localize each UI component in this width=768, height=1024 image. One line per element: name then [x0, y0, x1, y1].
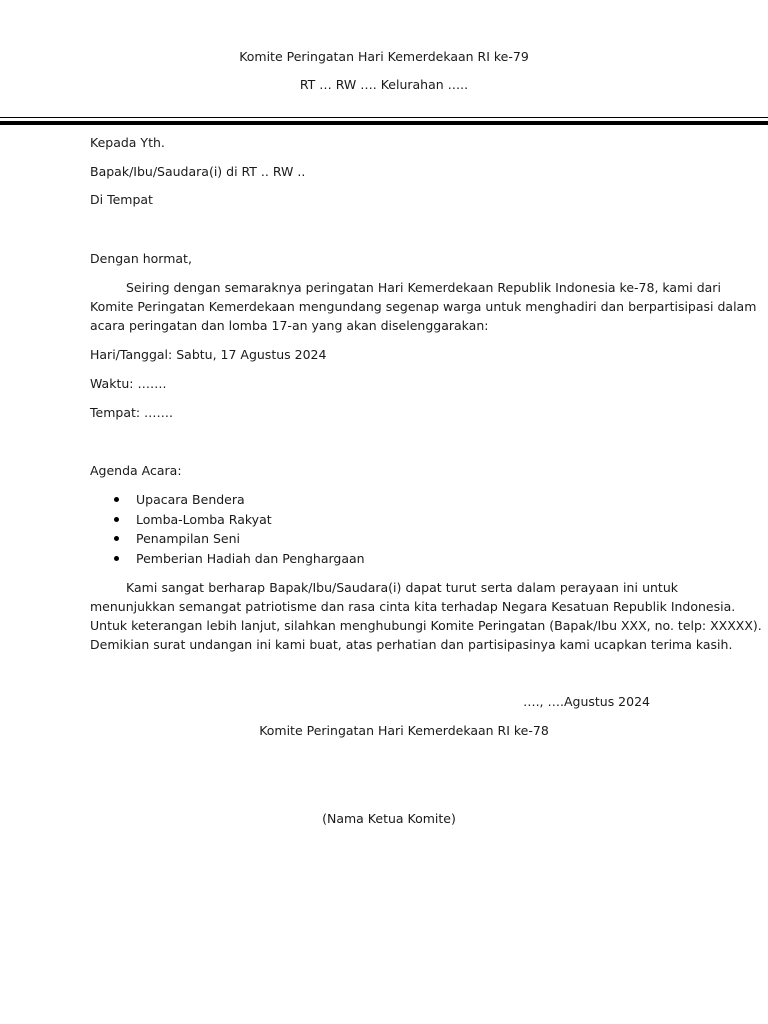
agenda-item-label: Penampilan Seni — [136, 531, 240, 546]
closing-line-4: Demikian surat undangan ini kami buat, atas perhatian dan partisipasinya kami ucapkan terima kasih. — [90, 637, 733, 652]
intro-line-1: Seiring dengan semaraknya peringatan Hari Kemerdekaan Republik Indonesia ke-78, kami dari — [126, 280, 721, 295]
agenda-item-label: Pemberian Hadiah dan Penghargaan — [136, 550, 365, 566]
recipient-place: Di Tempat — [90, 192, 153, 207]
agenda-item-label: Lomba-Lomba Rakyat — [136, 511, 272, 527]
header-divider-thick — [0, 121, 768, 125]
signature-committee: Komite Peringatan Hari Kemerdekaan RI ke-78 — [259, 723, 549, 738]
agenda-list — [90, 490, 365, 568]
closing-line-3: Untuk keterangan lebih lanjut, silahkan menghubungi Komite Peringatan (Bapak/Ibu XXX, no. telp: XXXXX). — [90, 618, 762, 633]
agenda-item — [90, 490, 365, 510]
intro-paragraph — [90, 278, 757, 335]
salutation: Dengan hormat, — [90, 251, 192, 266]
closing-line-1: Kami sangat berharap Bapak/Ibu/Saudara(i) dapat turut serta dalam perayaan ini untuk — [126, 580, 678, 595]
signature-name: (Nama Ketua Komite) — [322, 811, 456, 826]
event-place: Tempat: ……. — [90, 405, 174, 420]
bullet-icon — [114, 536, 119, 541]
header-divider-thin — [0, 117, 768, 118]
intro-line-2: Komite Peringatan Kemerdekaan mengundang segenap warga untuk menghadiri dan berpartisipasi dalam — [90, 299, 757, 314]
agenda-item — [90, 529, 365, 549]
event-date: Hari/Tanggal: Sabtu, 17 Agustus 2024 — [90, 347, 327, 362]
recipient-line: Kepada Yth. — [90, 135, 165, 150]
event-time: Waktu: ……. — [90, 376, 167, 391]
recipient-address: Bapak/Ibu/Saudara(i) di RT .. RW .. — [90, 164, 306, 179]
closing-line-2: menunjukkan semangat patriotisme dan rasa cinta kita terhadap Negara Kesatuan Republik Indonesia. — [90, 599, 736, 614]
intro-line-3: acara peringatan dan lomba 17-an yang akan diselenggarakan: — [90, 318, 489, 333]
agenda-item — [90, 549, 365, 569]
bullet-icon — [114, 497, 119, 502]
letter-header-title: Komite Peringatan Hari Kemerdekaan RI ke-79 — [239, 49, 529, 64]
agenda-item — [90, 510, 365, 530]
bullet-icon — [114, 556, 119, 561]
signature-date: …., ….Agustus 2024 — [523, 694, 650, 709]
agenda-item-label: Upacara Bendera — [136, 492, 245, 507]
letter-header-subtitle: RT … RW …. Kelurahan ….. — [299, 77, 469, 92]
closing-paragraph — [90, 578, 762, 654]
bullet-icon — [114, 517, 119, 522]
agenda-heading: Agenda Acara: — [90, 463, 182, 478]
